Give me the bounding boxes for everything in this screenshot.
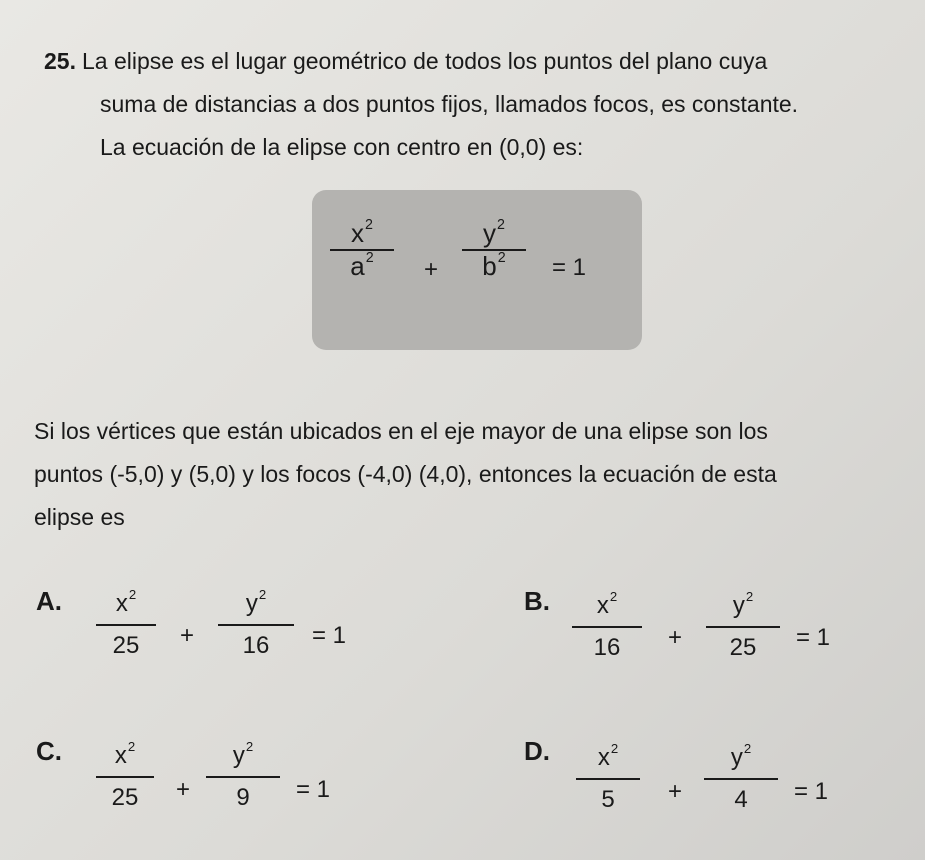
option-d-num-2: $y^2$ bbox=[730, 741, 752, 771]
option-a-frac-x bbox=[96, 587, 156, 660]
ellipse-formula-box bbox=[312, 190, 642, 350]
formula-frac-x bbox=[330, 218, 394, 282]
option-d-den-1: 5 bbox=[601, 786, 615, 813]
option-c-frac-y bbox=[206, 739, 280, 812]
formula-num-2: $y^2$ bbox=[483, 217, 505, 248]
fraction-bar bbox=[704, 778, 778, 780]
fraction-bar bbox=[206, 776, 280, 778]
prompt-line-1: Si los vértices que están ubicados en el eje mayor de una elipse son los bbox=[34, 418, 768, 444]
option-b-letter: B. bbox=[524, 586, 550, 616]
formula-num-1: $x^2$ bbox=[351, 217, 373, 248]
intro-line-3: La ecuación de la elipse con centro en (0,0) es: bbox=[100, 134, 584, 160]
option-a-den-1: 25 bbox=[112, 632, 140, 659]
fraction-bar bbox=[96, 776, 154, 778]
option-d-plus: + bbox=[668, 778, 683, 805]
fraction-bar bbox=[576, 778, 640, 780]
option-c-frac-x bbox=[96, 739, 154, 812]
option-d-frac-y bbox=[704, 741, 778, 814]
option-b-num-2: $y^2$ bbox=[732, 589, 754, 619]
option-c-equals: = 1 bbox=[296, 776, 331, 803]
prompt-line-2: puntos (-5,0) y (5,0) y los focos (-4,0) (4,0), entonces la ecuación de esta bbox=[34, 461, 777, 487]
fraction-bar bbox=[706, 626, 780, 628]
option-c-plus: + bbox=[176, 776, 191, 803]
option-b-num-1: $x^2$ bbox=[596, 589, 618, 619]
option-b-den-1: 16 bbox=[593, 634, 621, 661]
option-c-num-1: $x^2$ bbox=[114, 739, 136, 769]
option-d-frac-x bbox=[576, 741, 640, 814]
option-c-den-2: 9 bbox=[236, 784, 250, 811]
option-d-equals: = 1 bbox=[794, 778, 829, 805]
option-b-plus: + bbox=[668, 624, 683, 651]
intro-line-1 bbox=[44, 40, 914, 83]
option-a-den-2: 16 bbox=[242, 632, 270, 659]
fraction-bar bbox=[96, 624, 156, 626]
question-intro bbox=[44, 40, 914, 169]
option-b-frac-y bbox=[706, 589, 780, 662]
fraction-bar bbox=[572, 626, 642, 628]
fraction-bar bbox=[218, 624, 294, 626]
formula-frac-y bbox=[462, 218, 526, 282]
option-a-frac-y bbox=[218, 587, 294, 660]
option-b-den-2: 25 bbox=[729, 634, 757, 661]
option-b-equals: = 1 bbox=[796, 624, 831, 651]
prompt-line-3: elipse es bbox=[34, 504, 125, 530]
option-d-den-2: 4 bbox=[734, 786, 748, 813]
formula-den-2: $b^2$ bbox=[482, 250, 506, 281]
option-a-num-1: $x^2$ bbox=[115, 587, 137, 617]
intro-line-2: suma de distancias a dos puntos fijos, llamados focos, es constante. bbox=[100, 91, 799, 117]
formula-plus: + bbox=[424, 256, 439, 283]
option-a-letter: A. bbox=[36, 586, 62, 616]
formula-den-1: $a^2$ bbox=[350, 250, 374, 281]
option-a-plus: + bbox=[180, 622, 195, 649]
option-a-equals: = 1 bbox=[312, 622, 347, 649]
option-d-num-1: $x^2$ bbox=[597, 741, 619, 771]
formula-equals: = 1 bbox=[552, 254, 587, 281]
option-a-num-2: $y^2$ bbox=[245, 587, 267, 617]
option-c-letter: C. bbox=[36, 736, 62, 766]
intro-text-1: La elipse es el lugar geométrico de todos los puntos del plano cuya bbox=[81, 48, 768, 74]
option-d-letter: D. bbox=[524, 736, 550, 766]
option-c-num-2: $y^2$ bbox=[232, 739, 254, 769]
option-c-den-1: 25 bbox=[111, 784, 139, 811]
question-prompt bbox=[34, 410, 914, 539]
question-number: 25. bbox=[44, 48, 76, 74]
option-b-frac-x bbox=[572, 589, 642, 662]
